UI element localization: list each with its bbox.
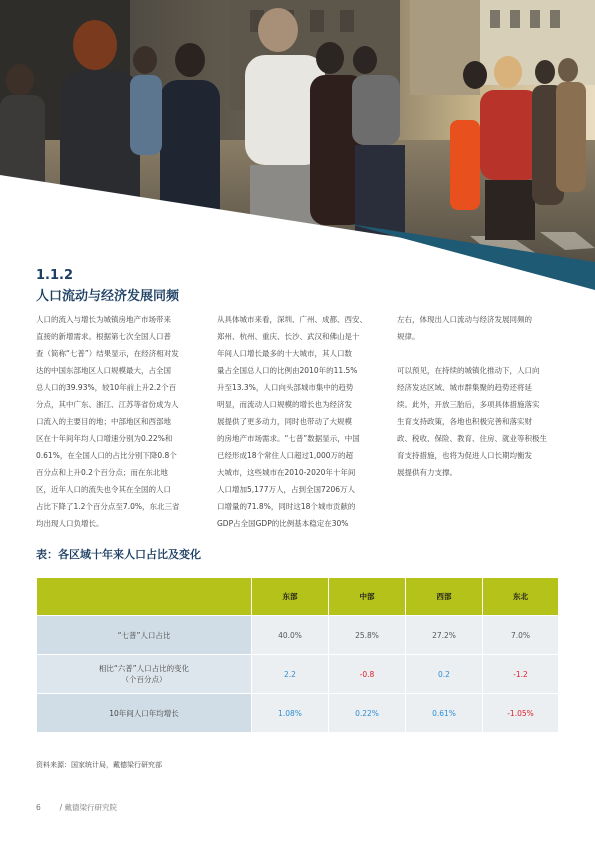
table-cell: 0.61% (406, 694, 483, 733)
body-line: 续。此外，开放三胎后，多项具体措施落实 (397, 400, 540, 409)
body-line: 展提供有力支撑。 (397, 468, 457, 477)
table-cell: 0.2 (406, 655, 483, 694)
section-number: 1.1.2 (36, 268, 74, 283)
body-line: 郑州、杭州、重庆、长沙、武汉和佛山是十 (217, 332, 360, 341)
body-line: GDP占全国GDP的比例基本稳定在30% (217, 519, 349, 528)
table-header-row (37, 578, 559, 616)
table-row (37, 694, 559, 733)
body-line: 人口增加5,177万人，占到全国7206万人 (217, 485, 356, 494)
body-line: 展提供了更多动力，同时也带动了大规模 (217, 417, 352, 426)
body-column-3 (397, 311, 567, 481)
row-label-line: 相比“六普”人口占比的变化 (98, 664, 190, 673)
table-cell: -1.2 (483, 655, 559, 694)
body-line: 可以预见，在持续的城镇化推动下，人口向 (397, 366, 540, 375)
table-header-cell (37, 578, 252, 616)
table-cell: 27.2% (406, 616, 483, 655)
table-title: 表：各区域十年来人口占比及变化 (36, 548, 201, 561)
source-note: 资料来源：国家统计局，戴德梁行研究部 (36, 761, 162, 769)
table-row (37, 655, 559, 694)
body-line: 大城市，这些城市在2010-2020年十年间 (217, 468, 356, 477)
body-line: 规律。 (397, 332, 420, 341)
body-line (397, 345, 567, 362)
body-line: 左右，体现出人口流动与经济发展同频的 (397, 315, 532, 324)
row-label: “七普”人口占比 (37, 616, 252, 655)
row-label (37, 655, 252, 694)
body-line: 口流入的主要目的地；中部地区和西部地 (36, 417, 171, 426)
page-number: 6 (36, 803, 41, 812)
body-line: 口增量的71.8%，同时这18个城市贡献的 (217, 502, 356, 511)
body-line: 占比下降了1.2个百分点至7.0%，东北三省 (36, 502, 180, 511)
table-header-cell: 东北 (483, 578, 559, 616)
body-line: 从具体城市来看，深圳、广州、成都、西安、 (217, 315, 367, 324)
row-label: 10年间人口年均增长 (37, 694, 252, 733)
row-label-line: （个百分点） (121, 675, 167, 684)
body-column-1 (36, 311, 206, 532)
body-line: 已经形成18个常住人口超过1,000万的超 (217, 451, 354, 460)
body-line: 均出现人口负增长。 (36, 519, 104, 528)
body-line: 升至13.3%，人口向头部城市集中的趋势 (217, 383, 354, 392)
body-column-2 (217, 311, 387, 532)
section-title: 人口流动与经济发展同频 (36, 289, 180, 304)
table-cell: 2.2 (252, 655, 329, 694)
table-cell: 7.0% (483, 616, 559, 655)
body-line: 人口的流入与增长为城镇房地产市场带来 (36, 315, 171, 324)
body-line: 育支持措施，也将为促进人口长期均衡发 (397, 451, 532, 460)
body-line: 区在十年间年均人口增速分别为0.22%和 (36, 434, 173, 443)
table-cell: 25.8% (329, 616, 406, 655)
body-line: 达的中国东部地区人口规模最大，占全国 (36, 366, 171, 375)
body-line: 年间人口增长最多的十大城市，其人口数 (217, 349, 352, 358)
body-line: 的房地产市场需求。“七普”数据显示，中国 (217, 434, 360, 443)
body-line: 百分点和上升0.2个百分点；而在东北地 (36, 468, 168, 477)
table-row (37, 616, 559, 655)
table-cell: 0.22% (329, 694, 406, 733)
body-line: 直接的新增需求。根据第七次全国人口普 (36, 332, 171, 341)
body-line: 总人口的39.93%，较10年前上升2.2个百 (36, 383, 177, 392)
population-table (37, 578, 559, 733)
body-line: 区，近年人口的流失也令其在全国的人口 (36, 485, 171, 494)
table-header-cell: 中部 (329, 578, 406, 616)
body-line: 分点，其中广东、浙江、江苏等省份成为人 (36, 400, 179, 409)
body-line: 0.61%，在全国人口的占比分别下降0.8个 (36, 451, 177, 460)
table-header-cell: 东部 (252, 578, 329, 616)
table-cell: 40.0% (252, 616, 329, 655)
body-line: 经济发达区域、城市群集聚的趋势还将延 (397, 383, 532, 392)
body-line: 生育支持政策，各地也积极完善和落实财 (397, 417, 532, 426)
footer-org: / 戴德梁行研究院 (59, 803, 117, 812)
table-cell: -0.8 (329, 655, 406, 694)
page-footer (36, 802, 117, 813)
table-cell: 1.08% (252, 694, 329, 733)
body-line: 量占全国总人口的比例由2010年的11.5% (217, 366, 358, 375)
body-line: 政、税收、保险、教育、住房、就业等积极生 (397, 434, 547, 443)
table-header-cell: 西部 (406, 578, 483, 616)
body-line: 明显，而流动人口规模的增长也为经济发 (217, 400, 352, 409)
hero-photo (0, 0, 595, 290)
table-cell: -1.05% (483, 694, 559, 733)
body-line: 查（简称“七普”）结果显示，在经济相对发 (36, 349, 179, 358)
